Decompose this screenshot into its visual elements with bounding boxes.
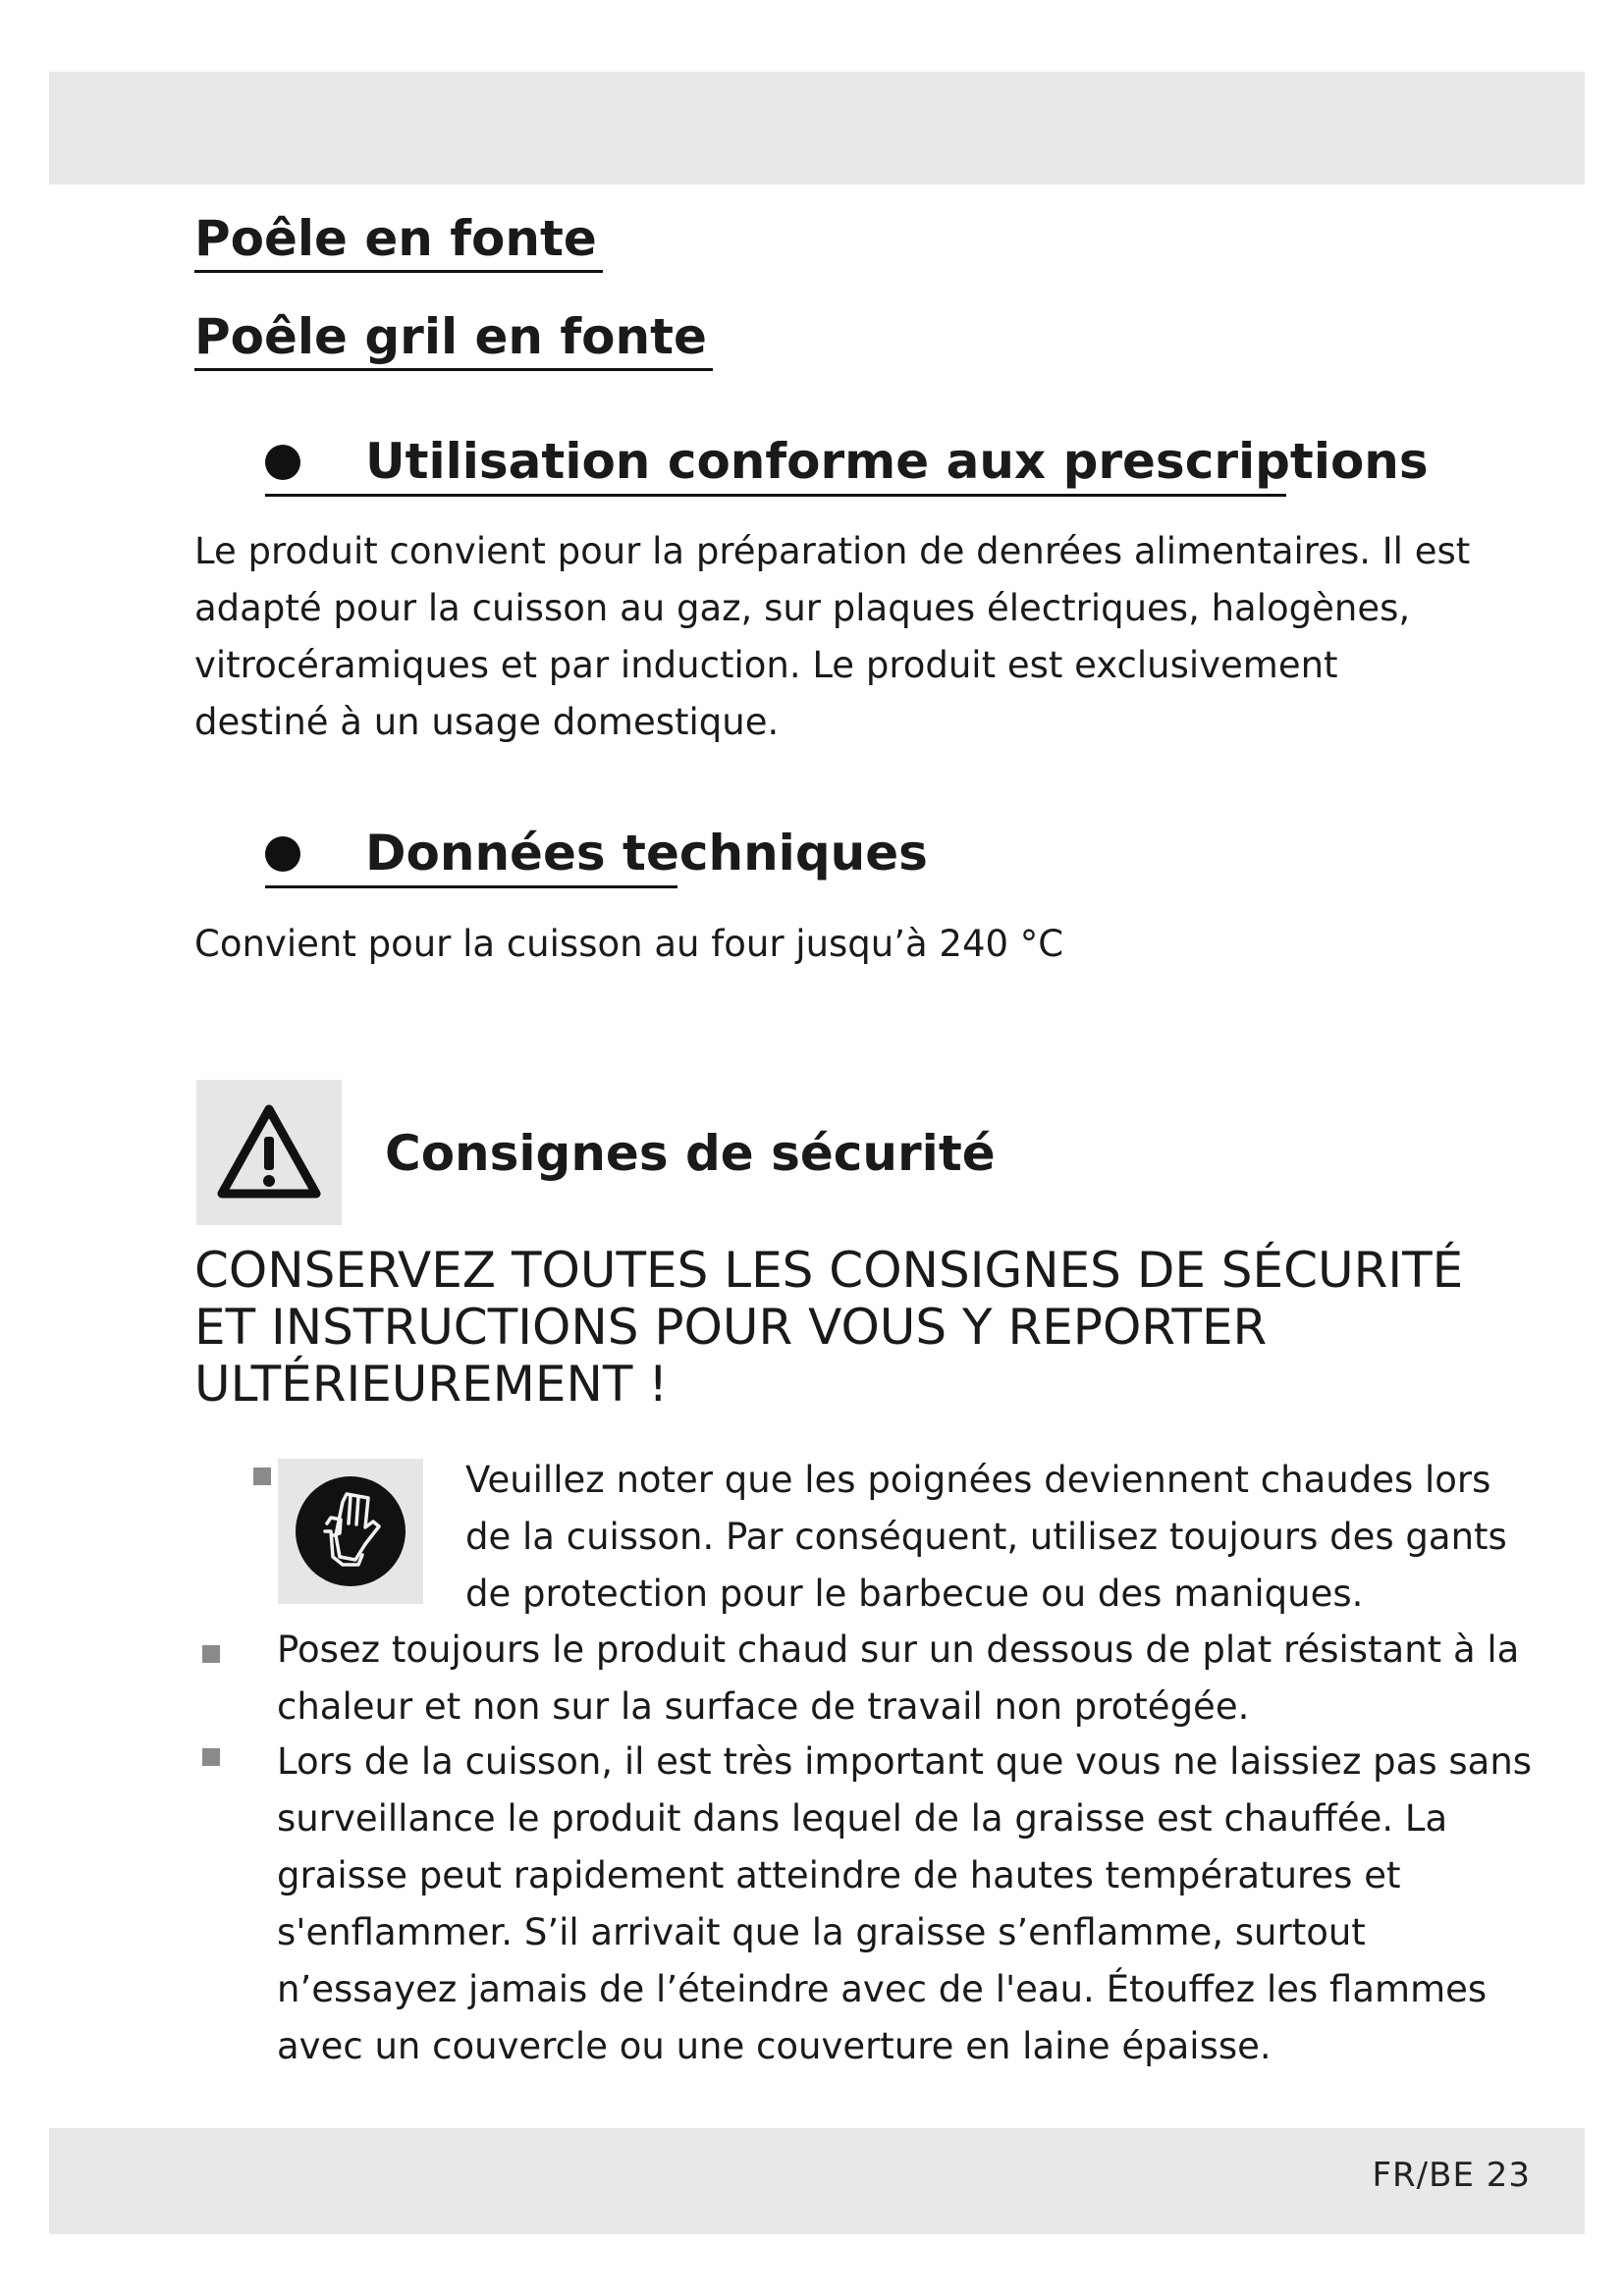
square-bullet-icon bbox=[202, 1645, 220, 1663]
bullet-text-3: Lors de la cuisson, il est très important que vous ne laissiez pas sans surveillance le produit dans lequel de la graisse est chauffée. La graisse peut rapidement atteindre de hautes températures et s'enflammer. S’il arrivait que la graisse s’enflamme, surtout n’essayez jamais de l’éteindre avec de l'eau. Étouffez les flammes avec un couvercle ou une couverture en laine épaisse. bbox=[277, 1740, 1533, 2067]
header-band bbox=[49, 72, 1585, 185]
footer-band bbox=[49, 2128, 1585, 2234]
bullet-dot-icon bbox=[265, 836, 300, 872]
protective-gloves-icon bbox=[278, 1459, 423, 1604]
tech-paragraph: Convient pour la cuisson au four jusqu’à 240 °C bbox=[194, 923, 1064, 965]
warning-triangle-icon bbox=[196, 1080, 342, 1225]
usage-paragraph: Le produit convient pour la préparation de denrées alimentaires. Il est adapté pour la cuisson au gaz, sur plaques électriques, halogènes, vitrocéramiques et par induction. Le produit est exclusivement destiné à un usage domestique. bbox=[194, 530, 1471, 743]
square-bullet-icon bbox=[253, 1468, 271, 1485]
product-title-1: Poêle en fonte bbox=[194, 214, 597, 263]
square-bullet-icon bbox=[202, 1748, 220, 1766]
bullet-text-2: Posez toujours le produit chaud sur un dessous de plat résistant à la chaleur et non sur la surface de travail non protégée. bbox=[277, 1629, 1520, 1728]
bullet-dot-icon bbox=[265, 445, 300, 480]
product-title-2: Poêle gril en fonte bbox=[194, 312, 707, 361]
bullet-text-1: Veuillez noter que les poignées deviennent chaudes lors de la cuisson. Par conséquent, utilisez toujours des gants de protection pour le barbecue ou des maniques. bbox=[465, 1459, 1507, 1615]
safety-heading: Consignes de sécurité bbox=[385, 1125, 996, 1182]
safety-caps-notice: CONSERVEZ TOUTES LES CONSIGNES DE SÉCURITÉ ET INSTRUCTIONS POUR VOUS Y REPORTER ULTÉRIEUREMENT ! bbox=[194, 1242, 1464, 1413]
page-number: FR/BE 23 bbox=[1372, 2156, 1531, 2195]
